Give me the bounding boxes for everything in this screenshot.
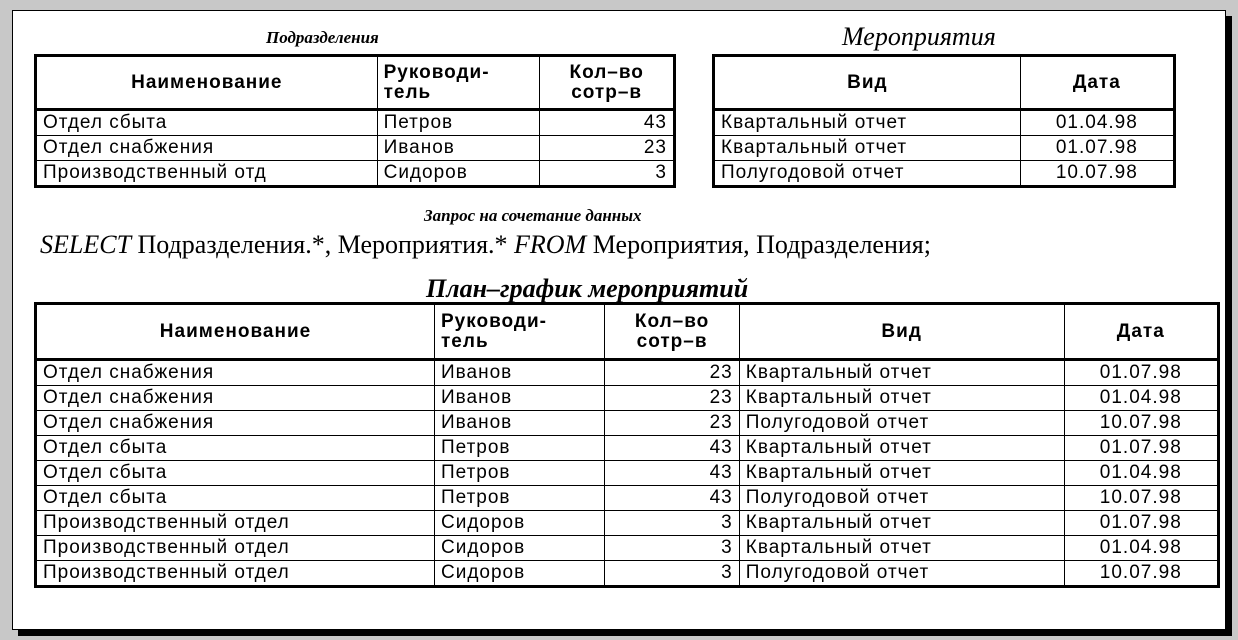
table-row (36, 360, 1219, 386)
cell-manager: Иванов (435, 360, 605, 386)
cell-count: 3 (605, 536, 739, 561)
cell-date: 10.07.98 (1064, 561, 1218, 587)
dept-header-name: Наименование (36, 56, 378, 110)
schedule-header-name: Наименование (36, 304, 435, 360)
table-row (36, 411, 1219, 436)
cell-type: Квартальный отчет (739, 360, 1064, 386)
cell-name: Отдел снабжения (36, 136, 378, 161)
cell-date: 01.04.98 (1064, 386, 1218, 411)
cell-count: 23 (605, 386, 739, 411)
cell-count: 23 (605, 411, 739, 436)
cell-name: Отдел снабжения (36, 411, 435, 436)
cell-count: 43 (540, 110, 675, 136)
cell-date: 01.07.98 (1064, 511, 1218, 536)
table-row (36, 161, 675, 187)
query-caption: Запрос на сочетание данных (424, 206, 642, 225)
table-row (36, 436, 1219, 461)
cell-date: 01.07.98 (1064, 436, 1218, 461)
sql-tables: Мероприятия, Подразделения; (586, 230, 931, 259)
table-row (36, 386, 1219, 411)
cell-count: 3 (605, 511, 739, 536)
schedule-header-count: Кол–во сотр–в (605, 304, 739, 360)
sql-keyword-from: FROM (514, 230, 587, 259)
cell-date: 01.07.98 (1020, 136, 1174, 161)
dept-header-count: Кол–во сотр–в (540, 56, 675, 110)
events-header-type: Вид (714, 56, 1021, 110)
cell-type: Квартальный отчет (739, 511, 1064, 536)
cell-type: Полугодовой отчет (739, 486, 1064, 511)
cell-manager: Иванов (435, 386, 605, 411)
sql-query (40, 230, 931, 260)
cell-name: Отдел снабжения (36, 360, 435, 386)
table-row (714, 161, 1175, 187)
cell-manager: Иванов (377, 136, 540, 161)
cell-name: Отдел сбыта (36, 436, 435, 461)
cell-type: Квартальный отчет (739, 461, 1064, 486)
table-row (36, 136, 675, 161)
table-row (36, 461, 1219, 486)
table-row (714, 136, 1175, 161)
table-row (36, 536, 1219, 561)
cell-name: Отдел сбыта (36, 110, 378, 136)
cell-date: 10.07.98 (1064, 411, 1218, 436)
table-row (36, 110, 675, 136)
cell-type: Квартальный отчет (739, 386, 1064, 411)
cell-manager: Сидоров (435, 536, 605, 561)
schedule-header-type: Вид (739, 304, 1064, 360)
table-row (36, 486, 1219, 511)
sql-fields: Подразделения.*, Мероприятия.* (131, 230, 515, 259)
cell-count: 23 (605, 360, 739, 386)
table-row (36, 511, 1219, 536)
cell-manager: Петров (435, 436, 605, 461)
table-row (714, 110, 1175, 136)
cell-date: 10.07.98 (1020, 161, 1174, 187)
cell-manager: Сидоров (435, 561, 605, 587)
dept-table-caption: Подразделения (266, 28, 379, 47)
cell-type: Квартальный отчет (739, 536, 1064, 561)
cell-count: 3 (540, 161, 675, 187)
cell-manager: Иванов (435, 411, 605, 436)
cell-count: 43 (605, 436, 739, 461)
cell-type: Квартальный отчет (714, 110, 1021, 136)
cell-name: Отдел снабжения (36, 386, 435, 411)
cell-type: Квартальный отчет (714, 136, 1021, 161)
schedule-header-date: Дата (1064, 304, 1218, 360)
cell-type: Полугодовой отчет (739, 411, 1064, 436)
cell-count: 23 (540, 136, 675, 161)
events-table (712, 54, 1176, 188)
events-header-date: Дата (1020, 56, 1174, 110)
cell-name: Производственный отд (36, 161, 378, 187)
cell-name: Отдел сбыта (36, 486, 435, 511)
cell-manager: Сидоров (377, 161, 540, 187)
cell-name: Производственный отдел (36, 511, 435, 536)
cell-date: 01.07.98 (1064, 360, 1218, 386)
table-row (36, 561, 1219, 587)
cell-date: 01.04.98 (1064, 536, 1218, 561)
cell-date: 01.04.98 (1020, 110, 1174, 136)
cell-name: Производственный отдел (36, 536, 435, 561)
dept-table (34, 54, 676, 188)
schedule-table (34, 302, 1220, 588)
cell-type: Квартальный отчет (739, 436, 1064, 461)
schedule-header-manager: Руководи- тель (435, 304, 605, 360)
cell-date: 10.07.98 (1064, 486, 1218, 511)
cell-count: 43 (605, 461, 739, 486)
cell-count: 3 (605, 561, 739, 587)
cell-type: Полугодовой отчет (714, 161, 1021, 187)
cell-date: 01.04.98 (1064, 461, 1218, 486)
cell-manager: Петров (435, 486, 605, 511)
cell-manager: Петров (435, 461, 605, 486)
dept-header-manager: Руководи- тель (377, 56, 540, 110)
sql-keyword-select: SELECT (40, 230, 132, 259)
cell-manager: Петров (377, 110, 540, 136)
cell-name: Производственный отдел (36, 561, 435, 587)
cell-count: 43 (605, 486, 739, 511)
schedule-table-caption: План–график мероприятий (426, 274, 749, 303)
cell-name: Отдел сбыта (36, 461, 435, 486)
cell-manager: Сидоров (435, 511, 605, 536)
cell-type: Полугодовой отчет (739, 561, 1064, 587)
events-table-caption: Мероприятия (842, 22, 996, 51)
